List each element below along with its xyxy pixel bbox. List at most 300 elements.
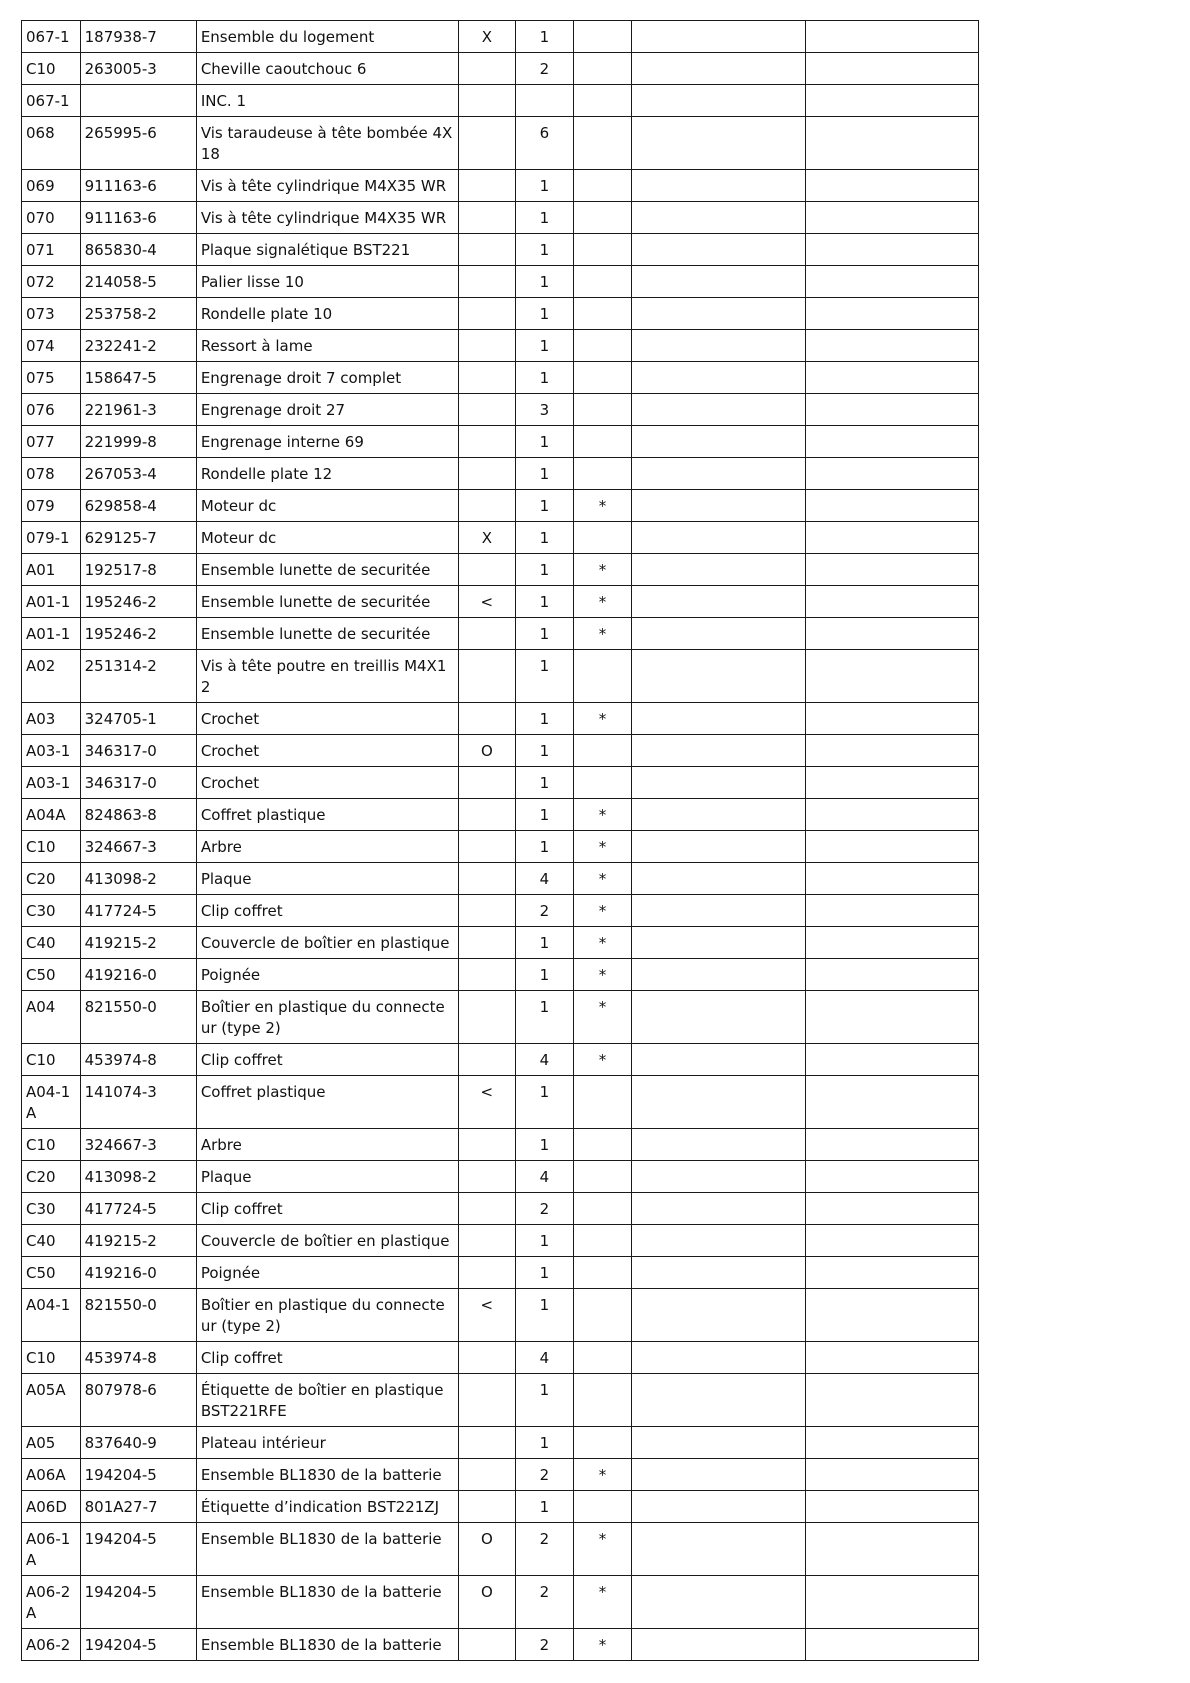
qty-cell: 1	[516, 362, 574, 394]
part-no-cell: 195246-2	[80, 618, 196, 650]
table-row	[22, 735, 979, 767]
blank-cell-1	[632, 991, 806, 1044]
item-no-cell: A01-1	[22, 618, 81, 650]
mark-cell	[458, 1225, 516, 1257]
qty-cell: 1	[516, 1129, 574, 1161]
table-row	[22, 959, 979, 991]
table-row	[22, 1225, 979, 1257]
blank-cell-1	[632, 1193, 806, 1225]
qty-cell: 1	[516, 202, 574, 234]
note-cell: *	[573, 1576, 632, 1629]
blank-cell-2	[806, 1044, 979, 1076]
description-cell: Vis taraudeuse à tête bombée 4X18	[196, 117, 458, 170]
qty-cell: 1	[516, 522, 574, 554]
blank-cell-2	[806, 895, 979, 927]
blank-cell-1	[632, 362, 806, 394]
item-no-cell: A04-1	[22, 1289, 81, 1342]
blank-cell-1	[632, 1427, 806, 1459]
note-cell	[573, 298, 632, 330]
part-no-cell: 419216-0	[80, 959, 196, 991]
table-row	[22, 554, 979, 586]
blank-cell-2	[806, 991, 979, 1044]
qty-cell: 1	[516, 1491, 574, 1523]
item-no-cell: C10	[22, 1342, 81, 1374]
qty-cell: 1	[516, 330, 574, 362]
part-no-cell: 629125-7	[80, 522, 196, 554]
table-row	[22, 202, 979, 234]
item-no-cell: 079	[22, 490, 81, 522]
blank-cell-2	[806, 959, 979, 991]
blank-cell-2	[806, 1491, 979, 1523]
note-cell	[573, 202, 632, 234]
part-no-cell: 417724-5	[80, 895, 196, 927]
description-cell: Clip coffret	[196, 1342, 458, 1374]
part-no-cell: 419215-2	[80, 1225, 196, 1257]
qty-cell: 1	[516, 1289, 574, 1342]
table-row	[22, 1576, 979, 1629]
blank-cell-1	[632, 1257, 806, 1289]
description-cell: Ensemble BL1830 de la batterie	[196, 1629, 458, 1661]
blank-cell-2	[806, 426, 979, 458]
qty-cell: 1	[516, 586, 574, 618]
part-no-cell: 837640-9	[80, 1427, 196, 1459]
table-row	[22, 298, 979, 330]
item-no-cell: 071	[22, 234, 81, 266]
blank-cell-2	[806, 117, 979, 170]
qty-cell: 4	[516, 1044, 574, 1076]
note-cell: *	[573, 490, 632, 522]
item-no-cell: A04-1A	[22, 1076, 81, 1129]
qty-cell: 1	[516, 959, 574, 991]
blank-cell-1	[632, 703, 806, 735]
note-cell	[573, 1342, 632, 1374]
note-cell	[573, 1289, 632, 1342]
table-row	[22, 1129, 979, 1161]
description-cell: Plaque	[196, 1161, 458, 1193]
blank-cell-2	[806, 767, 979, 799]
table-row	[22, 522, 979, 554]
description-cell: Crochet	[196, 767, 458, 799]
blank-cell-2	[806, 1225, 979, 1257]
blank-cell-1	[632, 1342, 806, 1374]
blank-cell-2	[806, 735, 979, 767]
blank-cell-1	[632, 458, 806, 490]
note-cell	[573, 1076, 632, 1129]
table-row	[22, 831, 979, 863]
description-cell: Étiquette d’indication BST221ZJ	[196, 1491, 458, 1523]
mark-cell	[458, 298, 516, 330]
item-no-cell: C40	[22, 927, 81, 959]
qty-cell: 2	[516, 1629, 574, 1661]
item-no-cell: 070	[22, 202, 81, 234]
note-cell	[573, 234, 632, 266]
part-no-cell: 413098-2	[80, 863, 196, 895]
part-no-cell: 194204-5	[80, 1576, 196, 1629]
mark-cell	[458, 426, 516, 458]
blank-cell-2	[806, 458, 979, 490]
blank-cell-2	[806, 522, 979, 554]
blank-cell-2	[806, 650, 979, 703]
qty-cell: 2	[516, 1523, 574, 1576]
mark-cell	[458, 330, 516, 362]
note-cell	[573, 1257, 632, 1289]
blank-cell-2	[806, 330, 979, 362]
item-no-cell: A04A	[22, 799, 81, 831]
description-cell: Ensemble BL1830 de la batterie	[196, 1576, 458, 1629]
description-cell: Moteur dc	[196, 490, 458, 522]
description-cell: Étiquette de boîtier en plastique BST221RFE	[196, 1374, 458, 1427]
description-cell: Plaque signalétique BST221	[196, 234, 458, 266]
note-cell	[573, 458, 632, 490]
blank-cell-1	[632, 1629, 806, 1661]
part-no-cell: 141074-3	[80, 1076, 196, 1129]
part-no-cell: 221961-3	[80, 394, 196, 426]
note-cell	[573, 735, 632, 767]
description-cell: Ensemble lunette de securitée	[196, 554, 458, 586]
table-row	[22, 1342, 979, 1374]
mark-cell	[458, 170, 516, 202]
table-row	[22, 330, 979, 362]
qty-cell: 1	[516, 650, 574, 703]
part-no-cell: 194204-5	[80, 1459, 196, 1491]
qty-cell: 1	[516, 927, 574, 959]
description-cell: Arbre	[196, 831, 458, 863]
note-cell	[573, 53, 632, 85]
blank-cell-1	[632, 234, 806, 266]
mark-cell	[458, 490, 516, 522]
blank-cell-2	[806, 1459, 979, 1491]
part-no-cell: 324667-3	[80, 831, 196, 863]
qty-cell: 2	[516, 1576, 574, 1629]
description-cell: Boîtier en plastique du connecteur (type 2)	[196, 991, 458, 1044]
blank-cell-1	[632, 53, 806, 85]
mark-cell	[458, 234, 516, 266]
qty-cell: 1	[516, 991, 574, 1044]
table-row	[22, 1193, 979, 1225]
table-row	[22, 117, 979, 170]
blank-cell-1	[632, 1459, 806, 1491]
description-cell: Ressort à lame	[196, 330, 458, 362]
description-cell: Vis à tête cylindrique M4X35 WR	[196, 170, 458, 202]
qty-cell: 1	[516, 767, 574, 799]
part-no-cell: 629858-4	[80, 490, 196, 522]
item-no-cell: 074	[22, 330, 81, 362]
parts-table-body	[22, 21, 979, 1661]
blank-cell-1	[632, 522, 806, 554]
description-cell: Arbre	[196, 1129, 458, 1161]
note-cell: *	[573, 618, 632, 650]
part-no-cell: 214058-5	[80, 266, 196, 298]
item-no-cell: A01	[22, 554, 81, 586]
note-cell: *	[573, 586, 632, 618]
qty-cell: 2	[516, 1193, 574, 1225]
note-cell: *	[573, 991, 632, 1044]
qty-cell: 3	[516, 394, 574, 426]
blank-cell-2	[806, 703, 979, 735]
description-cell: Couvercle de boîtier en plastique	[196, 1225, 458, 1257]
table-row	[22, 650, 979, 703]
table-row	[22, 1459, 979, 1491]
blank-cell-2	[806, 1129, 979, 1161]
qty-cell: 1	[516, 426, 574, 458]
table-row	[22, 1491, 979, 1523]
part-no-cell: 194204-5	[80, 1523, 196, 1576]
part-no-cell: 807978-6	[80, 1374, 196, 1427]
blank-cell-1	[632, 202, 806, 234]
part-no-cell: 911163-6	[80, 170, 196, 202]
blank-cell-1	[632, 330, 806, 362]
mark-cell: <	[458, 1076, 516, 1129]
table-row	[22, 799, 979, 831]
mark-cell: <	[458, 586, 516, 618]
item-no-cell: 079-1	[22, 522, 81, 554]
mark-cell	[458, 362, 516, 394]
table-row	[22, 1161, 979, 1193]
description-cell: Cheville caoutchouc 6	[196, 53, 458, 85]
item-no-cell: A03-1	[22, 767, 81, 799]
blank-cell-1	[632, 1129, 806, 1161]
item-no-cell: 067-1	[22, 21, 81, 53]
mark-cell	[458, 991, 516, 1044]
description-cell: Crochet	[196, 735, 458, 767]
note-cell	[573, 362, 632, 394]
part-no-cell: 221999-8	[80, 426, 196, 458]
blank-cell-1	[632, 799, 806, 831]
part-no-cell: 453974-8	[80, 1342, 196, 1374]
blank-cell-1	[632, 1289, 806, 1342]
table-row	[22, 767, 979, 799]
blank-cell-2	[806, 863, 979, 895]
table-row	[22, 1289, 979, 1342]
part-no-cell: 821550-0	[80, 991, 196, 1044]
blank-cell-1	[632, 831, 806, 863]
item-no-cell: A02	[22, 650, 81, 703]
mark-cell	[458, 1129, 516, 1161]
table-row	[22, 170, 979, 202]
table-row	[22, 863, 979, 895]
qty-cell: 1	[516, 618, 574, 650]
table-row	[22, 266, 979, 298]
qty-cell: 1	[516, 1076, 574, 1129]
part-no-cell	[80, 85, 196, 117]
blank-cell-2	[806, 1193, 979, 1225]
item-no-cell: C40	[22, 1225, 81, 1257]
qty-cell: 6	[516, 117, 574, 170]
qty-cell: 4	[516, 863, 574, 895]
mark-cell	[458, 895, 516, 927]
note-cell	[573, 21, 632, 53]
mark-cell	[458, 1629, 516, 1661]
blank-cell-1	[632, 735, 806, 767]
item-no-cell: A01-1	[22, 586, 81, 618]
item-no-cell: C20	[22, 1161, 81, 1193]
note-cell: *	[573, 1629, 632, 1661]
blank-cell-1	[632, 1523, 806, 1576]
item-no-cell: 077	[22, 426, 81, 458]
blank-cell-2	[806, 554, 979, 586]
mark-cell: X	[458, 21, 516, 53]
mark-cell	[458, 202, 516, 234]
item-no-cell: 073	[22, 298, 81, 330]
qty-cell: 1	[516, 1225, 574, 1257]
blank-cell-1	[632, 1491, 806, 1523]
part-no-cell: 413098-2	[80, 1161, 196, 1193]
item-no-cell: A03	[22, 703, 81, 735]
description-cell: Vis à tête poutre en treillis M4X12	[196, 650, 458, 703]
note-cell: *	[573, 959, 632, 991]
blank-cell-2	[806, 298, 979, 330]
table-row	[22, 426, 979, 458]
item-no-cell: C10	[22, 831, 81, 863]
description-cell: Coffret plastique	[196, 1076, 458, 1129]
item-no-cell: C10	[22, 1129, 81, 1161]
part-no-cell: 346317-0	[80, 767, 196, 799]
qty-cell: 4	[516, 1161, 574, 1193]
part-no-cell: 346317-0	[80, 735, 196, 767]
qty-cell: 2	[516, 53, 574, 85]
blank-cell-2	[806, 1161, 979, 1193]
table-row	[22, 85, 979, 117]
blank-cell-2	[806, 1576, 979, 1629]
item-no-cell: 078	[22, 458, 81, 490]
description-cell: Poignée	[196, 1257, 458, 1289]
blank-cell-1	[632, 959, 806, 991]
blank-cell-2	[806, 394, 979, 426]
blank-cell-1	[632, 298, 806, 330]
note-cell: *	[573, 703, 632, 735]
description-cell: Engrenage interne 69	[196, 426, 458, 458]
part-no-cell: 824863-8	[80, 799, 196, 831]
part-no-cell: 187938-7	[80, 21, 196, 53]
blank-cell-2	[806, 266, 979, 298]
table-row	[22, 458, 979, 490]
item-no-cell: 072	[22, 266, 81, 298]
qty-cell: 1	[516, 234, 574, 266]
blank-cell-1	[632, 927, 806, 959]
table-row	[22, 490, 979, 522]
mark-cell	[458, 1427, 516, 1459]
part-no-cell: 324667-3	[80, 1129, 196, 1161]
blank-cell-1	[632, 1576, 806, 1629]
note-cell: *	[573, 1459, 632, 1491]
table-row	[22, 362, 979, 394]
table-row	[22, 1076, 979, 1129]
item-no-cell: 067-1	[22, 85, 81, 117]
blank-cell-2	[806, 53, 979, 85]
blank-cell-1	[632, 85, 806, 117]
blank-cell-2	[806, 586, 979, 618]
part-no-cell: 865830-4	[80, 234, 196, 266]
note-cell: *	[573, 1523, 632, 1576]
blank-cell-1	[632, 1044, 806, 1076]
part-no-cell: 417724-5	[80, 1193, 196, 1225]
note-cell	[573, 117, 632, 170]
table-row	[22, 1044, 979, 1076]
blank-cell-1	[632, 21, 806, 53]
item-no-cell: C50	[22, 1257, 81, 1289]
blank-cell-2	[806, 21, 979, 53]
description-cell: Couvercle de boîtier en plastique	[196, 927, 458, 959]
mark-cell	[458, 863, 516, 895]
description-cell: Engrenage droit 27	[196, 394, 458, 426]
description-cell: Boîtier en plastique du connecteur (type 2)	[196, 1289, 458, 1342]
qty-cell: 1	[516, 298, 574, 330]
blank-cell-1	[632, 490, 806, 522]
item-no-cell: A06-1A	[22, 1523, 81, 1576]
blank-cell-1	[632, 618, 806, 650]
mark-cell	[458, 1257, 516, 1289]
mark-cell	[458, 650, 516, 703]
note-cell: *	[573, 554, 632, 586]
note-cell	[573, 1161, 632, 1193]
table-row	[22, 1374, 979, 1427]
qty-cell: 4	[516, 1342, 574, 1374]
blank-cell-2	[806, 362, 979, 394]
description-cell: Ensemble lunette de securitée	[196, 586, 458, 618]
item-no-cell: 076	[22, 394, 81, 426]
table-row	[22, 1257, 979, 1289]
note-cell	[573, 266, 632, 298]
note-cell: *	[573, 799, 632, 831]
description-cell: Vis à tête cylindrique M4X35 WR	[196, 202, 458, 234]
part-no-cell: 194204-5	[80, 1629, 196, 1661]
note-cell	[573, 650, 632, 703]
description-cell: Ensemble du logement	[196, 21, 458, 53]
blank-cell-1	[632, 266, 806, 298]
mark-cell	[458, 394, 516, 426]
item-no-cell: C30	[22, 895, 81, 927]
item-no-cell: 075	[22, 362, 81, 394]
blank-cell-1	[632, 394, 806, 426]
item-no-cell: C20	[22, 863, 81, 895]
mark-cell	[458, 1491, 516, 1523]
note-cell	[573, 170, 632, 202]
blank-cell-2	[806, 618, 979, 650]
qty-cell: 1	[516, 458, 574, 490]
note-cell	[573, 1129, 632, 1161]
note-cell: *	[573, 927, 632, 959]
part-no-cell: 251314-2	[80, 650, 196, 703]
blank-cell-2	[806, 1427, 979, 1459]
table-row	[22, 927, 979, 959]
mark-cell	[458, 959, 516, 991]
mark-cell	[458, 703, 516, 735]
blank-cell-2	[806, 1257, 979, 1289]
note-cell	[573, 767, 632, 799]
description-cell: Rondelle plate 12	[196, 458, 458, 490]
note-cell	[573, 85, 632, 117]
table-row	[22, 586, 979, 618]
blank-cell-2	[806, 202, 979, 234]
blank-cell-2	[806, 1076, 979, 1129]
mark-cell	[458, 799, 516, 831]
part-no-cell: 232241-2	[80, 330, 196, 362]
table-row	[22, 703, 979, 735]
mark-cell: O	[458, 735, 516, 767]
table-row	[22, 53, 979, 85]
qty-cell: 1	[516, 1374, 574, 1427]
blank-cell-1	[632, 1161, 806, 1193]
blank-cell-1	[632, 1374, 806, 1427]
item-no-cell: C10	[22, 53, 81, 85]
note-cell	[573, 1225, 632, 1257]
item-no-cell: 069	[22, 170, 81, 202]
description-cell: Moteur dc	[196, 522, 458, 554]
table-row	[22, 618, 979, 650]
part-no-cell: 801A27-7	[80, 1491, 196, 1523]
description-cell: INC. 1	[196, 85, 458, 117]
table-row	[22, 234, 979, 266]
